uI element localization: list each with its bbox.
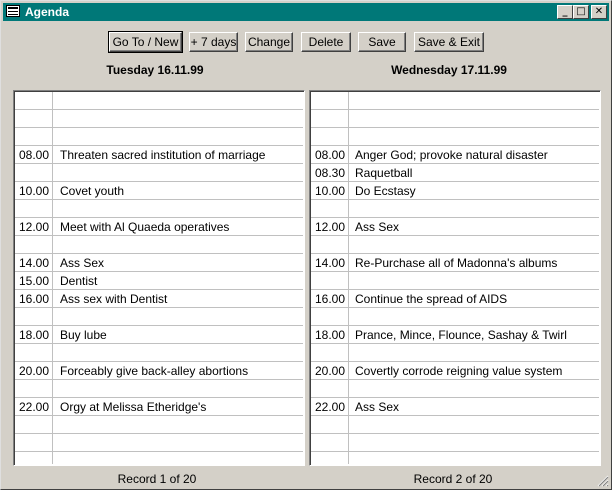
maximize-button[interactable]: □ [573, 5, 589, 19]
delete-button[interactable]: Delete [301, 32, 351, 52]
goto-new-button[interactable]: Go To / New [109, 32, 182, 52]
row-time: 12.00 [19, 220, 50, 234]
record-counter-tuesday: Record 1 of 20 [117, 472, 197, 486]
row-entry: Buy lube [60, 328, 107, 342]
row-time: 12.00 [315, 220, 346, 234]
change-button[interactable]: Change [245, 32, 293, 52]
agenda-row[interactable] [15, 344, 303, 362]
row-time: 10.00 [315, 184, 346, 198]
row-entry: Dentist [60, 274, 98, 288]
agenda-row[interactable] [311, 218, 599, 236]
agenda-row[interactable] [311, 290, 599, 308]
title-bar[interactable] [3, 3, 609, 21]
agenda-row[interactable] [311, 362, 599, 380]
agenda-row[interactable] [311, 236, 599, 254]
agenda-row[interactable] [15, 236, 303, 254]
row-entry: Covertly corrode reigning value system [355, 364, 563, 378]
agenda-row[interactable] [15, 182, 303, 200]
day-header-tuesday: Tuesday 16.11.99 [106, 63, 204, 77]
app-icon[interactable] [6, 5, 20, 17]
agenda-row[interactable] [15, 218, 303, 236]
agenda-row[interactable] [311, 128, 599, 146]
row-entry: Ass Sex [355, 400, 400, 414]
agenda-row[interactable] [15, 434, 303, 452]
agenda-row[interactable] [15, 326, 303, 344]
agenda-row[interactable] [15, 146, 303, 164]
record-counter-wednesday: Record 2 of 20 [413, 472, 493, 486]
agenda-row[interactable] [15, 290, 303, 308]
row-time: 20.00 [315, 364, 346, 378]
row-entry: Anger God; provoke natural disaster [355, 148, 548, 162]
agenda-row[interactable] [15, 416, 303, 434]
row-time: 20.00 [19, 364, 50, 378]
row-time: 08.00 [315, 148, 346, 162]
row-entry: Threaten sacred institution of marriage [60, 148, 266, 162]
row-entry: Ass sex with Dentist [60, 292, 168, 306]
size-grip-icon[interactable] [597, 475, 609, 487]
agenda-row[interactable] [311, 200, 599, 218]
row-entry: Prance, Mince, Flounce, Sashay & Twirl [355, 328, 567, 342]
agenda-row[interactable] [15, 164, 303, 182]
agenda-row[interactable] [311, 164, 599, 182]
day-panel-tuesday[interactable] [13, 90, 305, 466]
row-entry: Covet youth [60, 184, 125, 198]
agenda-row[interactable] [311, 146, 599, 164]
close-button[interactable]: ✕ [591, 5, 607, 19]
row-time: 10.00 [19, 184, 50, 198]
agenda-row[interactable] [15, 110, 303, 128]
agenda-row[interactable] [15, 92, 303, 110]
agenda-row[interactable] [311, 380, 599, 398]
agenda-row[interactable] [311, 254, 599, 272]
day-header-wednesday: Wednesday 17.11.99 [391, 63, 507, 77]
save-button[interactable]: Save [358, 32, 406, 52]
row-time: 18.00 [315, 328, 346, 342]
row-entry: Do Ecstasy [355, 184, 416, 198]
agenda-row[interactable] [311, 110, 599, 128]
save-exit-button[interactable]: Save & Exit [414, 32, 484, 52]
row-time: 14.00 [19, 256, 50, 270]
agenda-row[interactable] [15, 254, 303, 272]
row-entry: Continue the spread of AIDS [355, 292, 508, 306]
agenda-row[interactable] [311, 398, 599, 416]
day-panel-wednesday[interactable] [309, 90, 601, 466]
row-entry: Ass Sex [355, 220, 400, 234]
agenda-row[interactable] [15, 308, 303, 326]
agenda-row[interactable] [311, 452, 599, 466]
agenda-row[interactable] [311, 272, 599, 290]
row-entry: Raquetball [355, 166, 413, 180]
row-time: 16.00 [315, 292, 346, 306]
agenda-row[interactable] [311, 92, 599, 110]
row-time: 16.00 [19, 292, 50, 306]
agenda-row[interactable] [15, 200, 303, 218]
window-title: Agenda [25, 5, 70, 19]
minimize-button[interactable]: _ [557, 5, 573, 19]
row-entry: Re-Purchase all of Madonna's albums [355, 256, 558, 270]
row-time: 08.30 [315, 166, 346, 180]
agenda-row[interactable] [311, 308, 599, 326]
row-time: 22.00 [19, 400, 50, 414]
row-entry: Orgy at Melissa Etheridge's [60, 400, 207, 414]
agenda-row[interactable] [311, 344, 599, 362]
row-time: 14.00 [315, 256, 346, 270]
agenda-row[interactable] [311, 416, 599, 434]
row-time: 22.00 [315, 400, 346, 414]
row-entry: Forceably give back-alley abortions [60, 364, 249, 378]
agenda-row[interactable] [311, 326, 599, 344]
row-time: 15.00 [19, 274, 50, 288]
row-time: 18.00 [19, 328, 50, 342]
plus-7-days-button[interactable]: + 7 days [189, 32, 238, 52]
agenda-row[interactable] [15, 128, 303, 146]
agenda-row[interactable] [311, 182, 599, 200]
row-time: 08.00 [19, 148, 50, 162]
row-entry: Meet with Al Quaeda operatives [60, 220, 230, 234]
agenda-row[interactable] [15, 272, 303, 290]
row-entry: Ass Sex [60, 256, 105, 270]
agenda-row[interactable] [15, 398, 303, 416]
agenda-row[interactable] [15, 362, 303, 380]
agenda-row[interactable] [15, 452, 303, 466]
agenda-row[interactable] [15, 380, 303, 398]
agenda-row[interactable] [311, 434, 599, 452]
